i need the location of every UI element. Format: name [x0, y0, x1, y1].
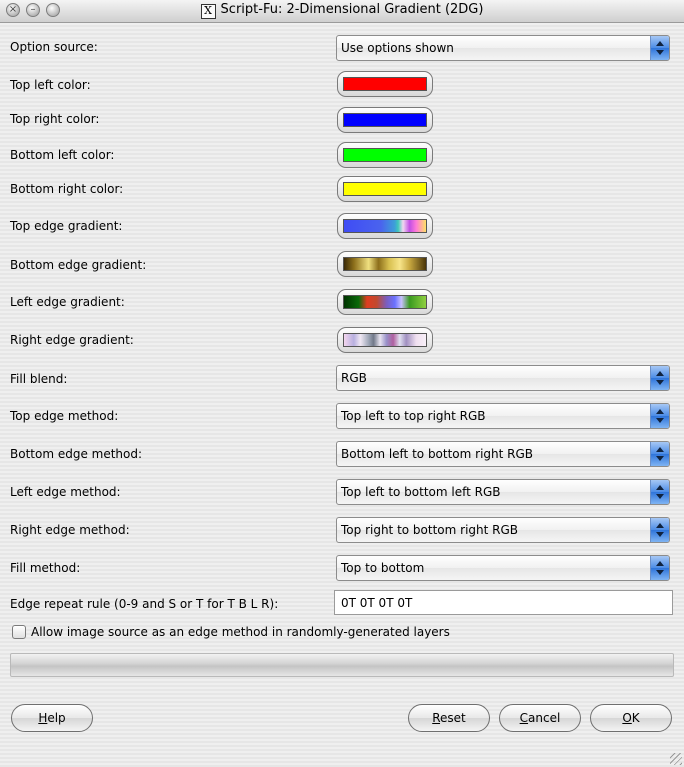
top-left-color-label: Top left color: [10, 78, 91, 92]
ok-button-mnemonic: O [622, 711, 632, 725]
right-edge-gradient-preview [343, 333, 427, 347]
bottom-edge-gradient-button[interactable] [337, 251, 433, 277]
top-edge-gradient-preview [343, 219, 427, 233]
cancel-button-label: ancel [528, 711, 561, 725]
edge-repeat-rule-input[interactable]: 0T 0T 0T 0T [334, 590, 673, 615]
left-edge-method-value: Top left to bottom left RGB [341, 485, 501, 499]
left-edge-method-select[interactable] [336, 479, 670, 505]
right-edge-gradient-label: Right edge gradient: [10, 333, 134, 347]
help-button-mnemonic: H [38, 711, 48, 725]
left-edge-method-label: Left edge method: [10, 485, 121, 499]
window-title: Script-Fu: 2-Dimensional Gradient (2DG) [220, 2, 484, 17]
select-arrows-icon [650, 518, 669, 542]
option-source-select[interactable] [336, 35, 670, 61]
minimize-window-icon[interactable]: – [26, 3, 40, 17]
select-arrows-icon [650, 366, 669, 390]
option-source-value: Use options shown [341, 41, 454, 55]
progress-bar [10, 653, 674, 677]
fill-blend-value: RGB [341, 371, 367, 385]
bottom-edge-gradient-label: Bottom edge gradient: [10, 258, 147, 272]
resize-grip-icon[interactable] [670, 753, 682, 765]
window-title-area [0, 2, 684, 19]
x11-logo-icon: X [201, 4, 216, 19]
fill-method-select[interactable] [336, 555, 670, 581]
allow-image-source-label[interactable]: Allow image source as an edge method in randomly-generated layers [31, 625, 450, 639]
top-edge-method-value: Top left to top right RGB [341, 409, 486, 423]
select-arrows-icon [650, 36, 669, 60]
help-button-label: elp [47, 711, 66, 725]
bottom-edge-method-label: Bottom edge method: [10, 447, 143, 461]
bottom-left-color-label: Bottom left color: [10, 148, 115, 162]
select-arrows-icon [650, 556, 669, 580]
bottom-edge-gradient-preview [343, 257, 427, 271]
top-left-color-button[interactable] [337, 71, 433, 97]
dialog-content [0, 23, 684, 767]
reset-button[interactable] [408, 704, 490, 732]
left-edge-gradient-label: Left edge gradient: [10, 295, 125, 309]
top-edge-gradient-button[interactable] [337, 213, 433, 239]
ok-button[interactable] [590, 704, 672, 732]
top-right-color-button[interactable] [337, 107, 433, 133]
left-edge-gradient-preview [343, 295, 427, 309]
select-arrows-icon [650, 480, 669, 504]
bottom-right-color-label: Bottom right color: [10, 182, 124, 196]
right-edge-gradient-button[interactable] [337, 327, 433, 353]
fill-blend-label: Fill blend: [10, 372, 68, 386]
right-edge-method-label: Right edge method: [10, 523, 130, 537]
bottom-left-color-swatch [343, 148, 427, 162]
select-arrows-icon [650, 404, 669, 428]
title-bar [0, 0, 684, 23]
fill-blend-select[interactable] [336, 365, 670, 391]
left-edge-gradient-button[interactable] [337, 289, 433, 315]
bottom-edge-method-select[interactable] [336, 441, 670, 467]
fill-method-label: Fill method: [10, 561, 81, 575]
top-left-color-swatch [343, 77, 427, 91]
reset-button-mnemonic: R [432, 711, 441, 725]
top-right-color-label: Top right color: [10, 112, 100, 126]
bottom-right-color-button[interactable] [337, 176, 433, 202]
right-edge-method-value: Top right to bottom right RGB [341, 523, 519, 537]
top-edge-method-select[interactable] [336, 403, 670, 429]
option-source-label: Option source: [10, 40, 98, 54]
bottom-left-color-button[interactable] [337, 142, 433, 168]
edge-repeat-rule-label: Edge repeat rule (0-9 and S or T for T B L R): [10, 597, 279, 611]
bottom-edge-method-value: Bottom left to bottom right RGB [341, 447, 534, 461]
cancel-button[interactable] [499, 704, 581, 732]
ok-button-label: K [631, 711, 640, 725]
top-edge-gradient-label: Top edge gradient: [10, 219, 123, 233]
bottom-right-color-swatch [343, 182, 427, 196]
top-edge-method-label: Top edge method: [10, 409, 119, 423]
right-edge-method-select[interactable] [336, 517, 670, 543]
fill-method-value: Top to bottom [341, 561, 425, 575]
top-right-color-swatch [343, 113, 427, 127]
cancel-button-mnemonic: C [519, 711, 529, 725]
reset-button-label: eset [440, 711, 466, 725]
close-window-icon[interactable]: × [6, 3, 20, 17]
allow-image-source-checkbox[interactable] [12, 625, 26, 639]
select-arrows-icon [650, 442, 669, 466]
help-button[interactable] [11, 704, 93, 732]
